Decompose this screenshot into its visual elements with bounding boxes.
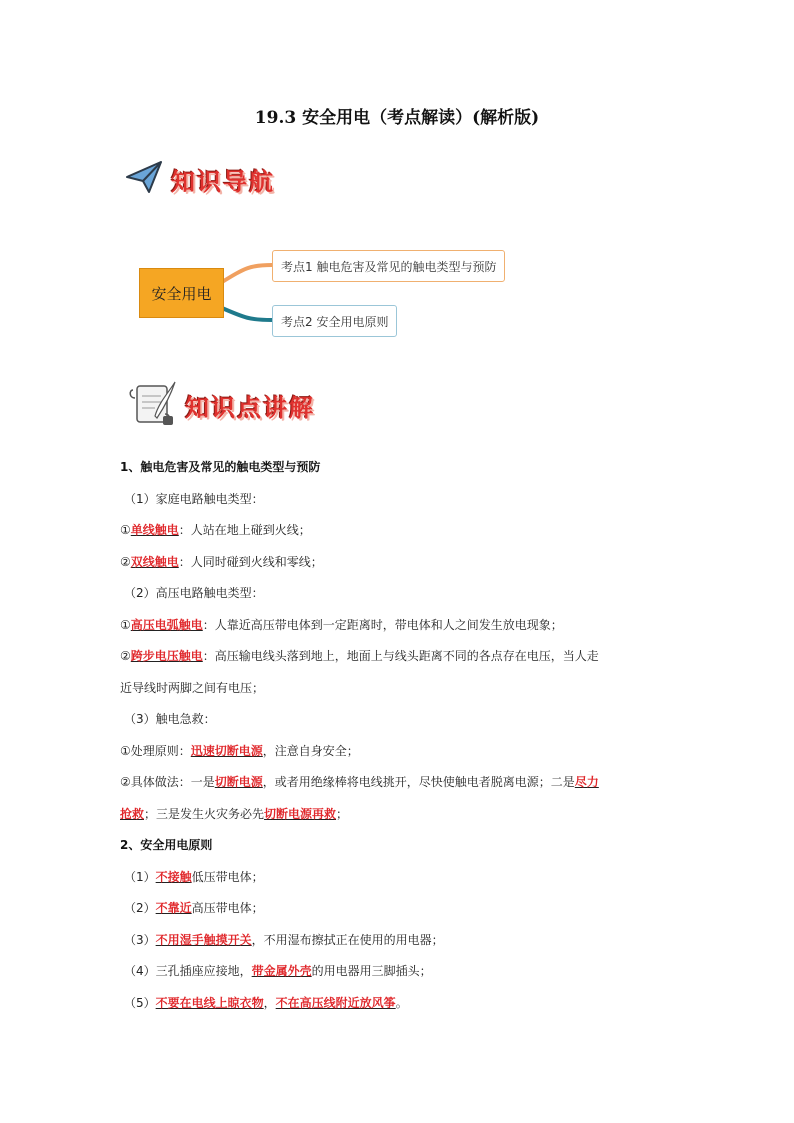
text-fragment: 。 xyxy=(395,995,408,1010)
text-line xyxy=(120,799,680,831)
key-term: 切断电源再救 xyxy=(264,806,337,821)
key-term: 不接触 xyxy=(155,869,192,884)
text-fragment: ， xyxy=(263,995,276,1010)
text-fragment: ：高压输电线头落到地上，地面上与线头距离不同的各点存在电压，当人走 xyxy=(202,649,599,663)
key-term: 不要在电线上晾衣物 xyxy=(155,995,264,1010)
text-line xyxy=(120,988,680,1020)
key-term: 单线触电 xyxy=(130,523,179,537)
text-fragment: ① xyxy=(120,617,131,632)
text-fragment: （5） xyxy=(124,995,156,1010)
mindmap-root-node: 安全用电 xyxy=(139,268,224,318)
key-term: 高压电弧触电 xyxy=(130,617,203,632)
text-line xyxy=(120,956,680,988)
text-fragment: ①处理原则： xyxy=(120,743,191,758)
key-term: 双线触电 xyxy=(130,554,179,569)
text-fragment: （2） xyxy=(124,901,156,915)
scroll-quill-icon xyxy=(125,378,177,432)
text-line xyxy=(120,893,680,925)
mindmap-branch-2: 考点2 安全用电原则 xyxy=(272,305,397,337)
knowledge-explain-title: 知识点讲解 xyxy=(185,392,315,422)
text-fragment: 低压带电体； xyxy=(191,869,264,884)
text-fragment: （1） xyxy=(124,869,156,884)
text-line: （3）触电急救： xyxy=(124,712,216,726)
text-line: 近导线时两脚之间有电压； xyxy=(120,680,265,695)
text-line xyxy=(120,862,680,894)
text-fragment: ；三是发生火灾务必先 xyxy=(144,806,265,821)
text-fragment: ，不用湿布擦拭正在使用的用电器； xyxy=(251,932,444,947)
key-term: 不靠近 xyxy=(155,901,192,915)
key-term: 跨步电压触电 xyxy=(130,649,203,663)
text-line xyxy=(120,641,680,673)
text-fragment: ，或者用绝缘棒将电线挑开，尽快使触电者脱离电源；二是 xyxy=(262,775,575,789)
key-term: 不在高压线附近放风筝 xyxy=(275,995,396,1010)
key-term: 尽力 xyxy=(574,775,599,789)
text-fragment: （3） xyxy=(124,932,156,947)
text-fragment: ：人同时碰到火线和零线； xyxy=(178,554,323,569)
mindmap-branch-1: 考点1 触电危害及常见的触电类型与预防 xyxy=(272,250,505,282)
text-line: （2）高压电路触电类型： xyxy=(124,586,264,600)
key-term: 带金属外壳 xyxy=(251,964,312,978)
text-line: （1）家庭电路触电类型： xyxy=(124,491,264,506)
section-1-heading: 1、触电危害及常见的触电类型与预防 xyxy=(120,460,321,474)
text-line xyxy=(120,736,680,768)
key-term: 不用湿手触摸开关 xyxy=(155,932,252,947)
text-line xyxy=(120,610,680,642)
text-line xyxy=(120,547,680,579)
text-fragment: ② xyxy=(120,649,131,663)
text-fragment: ① xyxy=(120,523,131,537)
text-fragment: ② xyxy=(120,554,131,569)
text-fragment: 高压带电体； xyxy=(191,901,264,915)
text-fragment: （4）三孔插座应接地， xyxy=(124,964,252,978)
knowledge-explain-banner xyxy=(125,378,315,432)
section-2-heading: 2、安全用电原则 xyxy=(120,838,213,852)
key-term: 迅速切断电源 xyxy=(190,743,263,758)
text-line xyxy=(120,925,680,957)
key-term: 切断电源 xyxy=(214,775,263,789)
key-term: 抢救 xyxy=(120,806,145,821)
text-fragment: ：人站在地上碰到火线； xyxy=(178,523,311,537)
text-fragment: 的用电器用三脚插头； xyxy=(311,964,432,978)
text-fragment: ； xyxy=(336,806,349,821)
knowledge-nav-title: 知识导航 xyxy=(171,166,275,196)
mindmap-connectors xyxy=(0,0,794,400)
text-fragment: ，注意自身安全； xyxy=(262,743,359,758)
text-line xyxy=(120,515,680,547)
text-line xyxy=(120,767,680,799)
document-title: 19.3 安全用电（考点解读）(解析版) xyxy=(254,108,540,128)
content-body xyxy=(120,452,680,1019)
text-fragment: ②具体做法：一是 xyxy=(120,775,215,789)
text-fragment: ：人靠近高压带电体到一定距离时，带电体和人之间发生放电现象； xyxy=(202,617,563,632)
